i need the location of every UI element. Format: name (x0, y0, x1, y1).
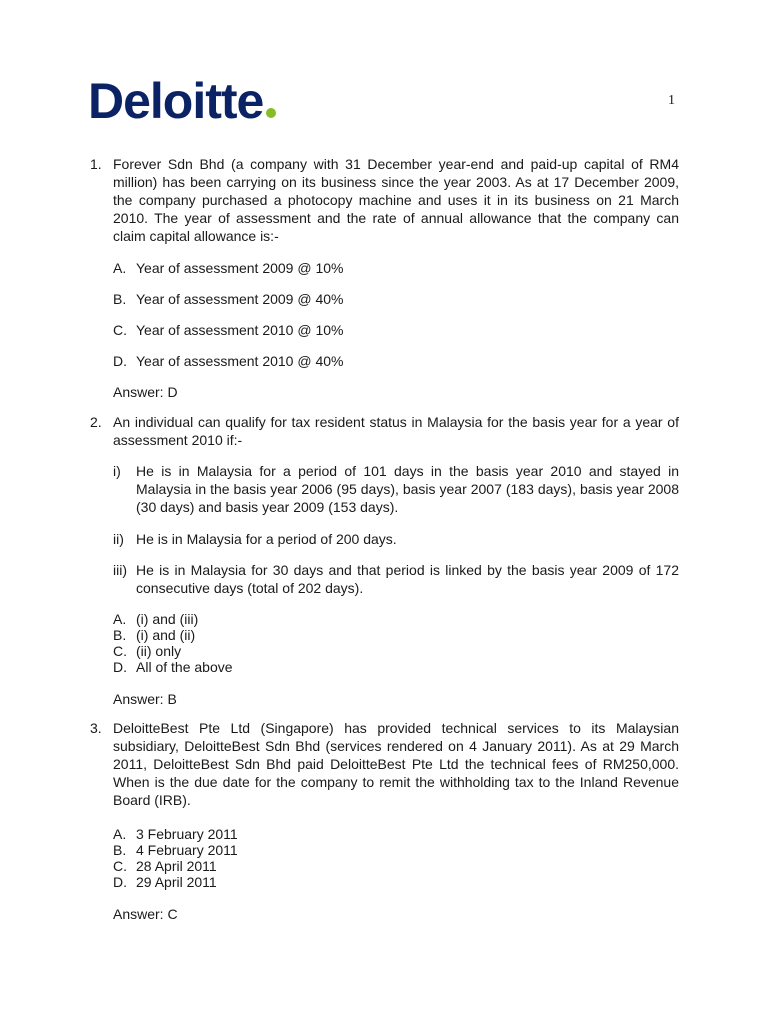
option-label: D. (113, 659, 127, 675)
option-label: C. (113, 858, 127, 874)
option-text: (i) and (iii) (136, 611, 199, 627)
statement-text: He is in Malaysia for a period of 200 days. (136, 531, 397, 547)
option-label: B. (113, 627, 127, 643)
option-text: 3 February 2011 (136, 826, 238, 842)
option-text: All of the above (136, 659, 233, 675)
option-text: 28 April 2011 (136, 858, 217, 874)
answer-text: Answer: B (113, 691, 177, 707)
option-text: 29 April 2011 (136, 874, 217, 890)
option-text: (ii) only (136, 643, 182, 659)
option-text: Year of assessment 2010 @ 10% (136, 322, 344, 338)
option-label: D. (113, 874, 127, 890)
question-stem: DeloitteBest Pte Ltd (Singapore) has provided technical services to its Malaysian subsidiary, DeloitteBest Sdn Bhd (services rendered on 4 January 2011). As at 29 March 2011, DeloitteBest Sdn Bhd paid DeloitteBest Pte Ltd the technical fees of RM250,000. When is the due date for the company to remit the withholding tax to the Inland Revenue Board (IRB). (113, 720, 679, 808)
option-text: Year of assessment 2009 @ 10% (136, 260, 344, 276)
question-2 (90, 413, 679, 449)
option-text: Year of assessment 2010 @ 40% (136, 353, 344, 369)
statement-label: iii) (113, 562, 127, 578)
option-text: (i) and (ii) (136, 627, 196, 643)
option-label: C. (113, 322, 127, 338)
question-3 (90, 719, 679, 809)
question-number: 2. (90, 414, 102, 430)
option-label: B. (113, 842, 127, 858)
deloitte-logo (88, 73, 276, 129)
question-number: 3. (90, 720, 102, 736)
question-number: 1. (90, 156, 102, 172)
option-label: A. (113, 826, 127, 842)
logo-green-dot (266, 108, 276, 118)
option-label: D. (113, 353, 127, 369)
option-label: A. (113, 260, 127, 276)
question-stem: Forever Sdn Bhd (a company with 31 December year-end and paid-up capital of RM4 million) has been carrying on its business since the year 2003. As at 17 December 2009, the company purchased a photocopy machine and uses it in its business on 21 March 2010. The year of assessment and the rate of annual allowance that the company can claim capital allowance is:- (113, 156, 679, 244)
answer-text: Answer: C (113, 906, 178, 922)
statement-text: He is in Malaysia for 30 days and that period is linked by the basis year 2009 of 172 consecutive days (total of 202 days). (136, 562, 679, 596)
statement-label: ii) (113, 531, 124, 547)
logo-text: Deloitte (88, 73, 264, 129)
option-label: B. (113, 291, 127, 307)
answer-text: Answer: D (113, 384, 178, 400)
option-label: A. (113, 611, 127, 627)
option-text: Year of assessment 2009 @ 40% (136, 291, 344, 307)
option-label: C. (113, 643, 127, 659)
question-1 (90, 155, 679, 245)
statement-label: i) (113, 463, 121, 479)
page-number: 1 (668, 93, 675, 108)
option-text: 4 February 2011 (136, 842, 238, 858)
statement-text: He is in Malaysia for a period of 101 days in the basis year 2010 and stayed in Malaysia in the basis year 2006 (95 days), basis year 2007 (183 days), basis year 2008 (30 days) and basis year 2009 (153 days). (136, 463, 679, 515)
question-stem: An individual can qualify for tax resident status in Malaysia for the basis year for a year of assessment 2010 if:- (113, 414, 679, 448)
